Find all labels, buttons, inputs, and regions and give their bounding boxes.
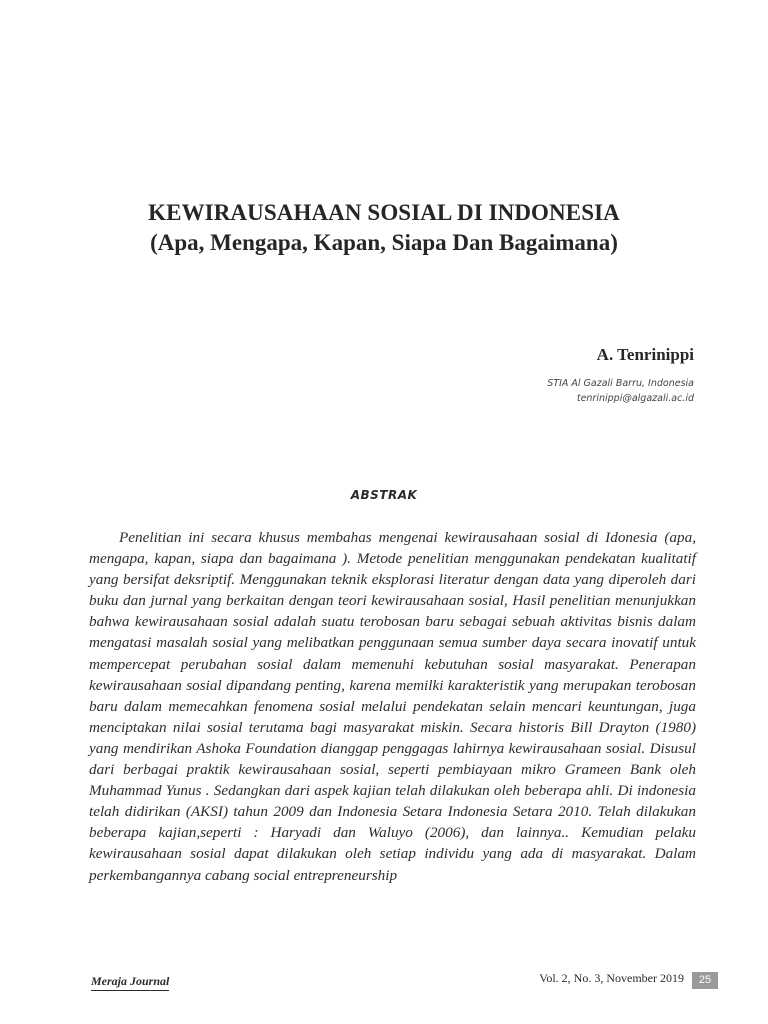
title-subtitle: (Apa, Mengapa, Kapan, Siapa Dan Bagaimana) [150, 230, 618, 255]
page-number-badge: 25 [692, 972, 718, 989]
author-affiliation: STIA Al Gazali Barru, Indonesia [547, 378, 694, 389]
abstract-body [89, 527, 696, 886]
footer-journal-name: Meraja Journal [91, 974, 169, 991]
abstract-heading: ABSTRAK [350, 488, 418, 502]
author-email: tenrinippi@algazali.ac.id [576, 393, 694, 404]
footer-issue-text: Vol. 2, No. 3, November 2019 [539, 971, 684, 985]
author-block [547, 344, 694, 406]
abstract-text: Penelitian ini secara khusus membahas mengenai kewirausahaan sosial di Idonesia (apa, mengapa, kapan, siapa dan bagaimana ). Metode penelitian menggunakan pendekatan kualitatif yang bersifat deksriptif. Menggunakan teknik eksplorasi literatur dengan data yang diperoleh dari buku dan jurnal yang berkaitan dengan teori kewirausahaan sosial, Hasil penelitian menunjukkan bahwa kewirausahaan sosial adalah suatu terobosan baru sebagai sebuah aktivitas bisnis dalam mengatasi masalah sosial yang melibatkan penggunaan semua sumber daya secara inovatif untuk mempercepat perubahan sosial dalam memenuhi kebutuhan sosial masyarakat. Penerapan kewirausahaan sosial dipandang penting, karena memilki karakteristik yang merupakan terobosan baru dalam memecahkan fenomena sosial melalui pendekatan selain mencari keuntungan, juga menciptakan nilai sosial terutama bagi masyarakat miskin. Secara historis Bill Drayton (1980) yang mendirikan Ashoka Foundation dianggap penggagas lahirnya kewirausahaan sosial. Disusul dari berbagai praktik kewirausahaan sosial, seperti pembiayaan mikro Grameen Bank oleh Muhammad Yunus . Sedangkan dari aspek kajian telah dilakukan oleh beberapa ahli. Di indonesia telah didirikan (AKSI) tahun 2009 dan Indonesia Setara Indonesia Setara 2010. Telah dilakukan beberapa kajian,seperti : Haryadi dan Waluyo (2006), dan lainnya.. Kemudian pelaku kewirausahaan sosial dapat dilakukan oleh setiap individu yang ada di masyarakat. Dalam perkembangannya cabang social entrepreneurship [89, 529, 696, 884]
footer-issue-info [539, 971, 684, 986]
title-main: KEWIRAUSAHAAN SOSIAL DI INDONESIA [148, 200, 620, 225]
paper-title [0, 198, 768, 258]
author-name: A. Tenrinippi [596, 345, 694, 364]
